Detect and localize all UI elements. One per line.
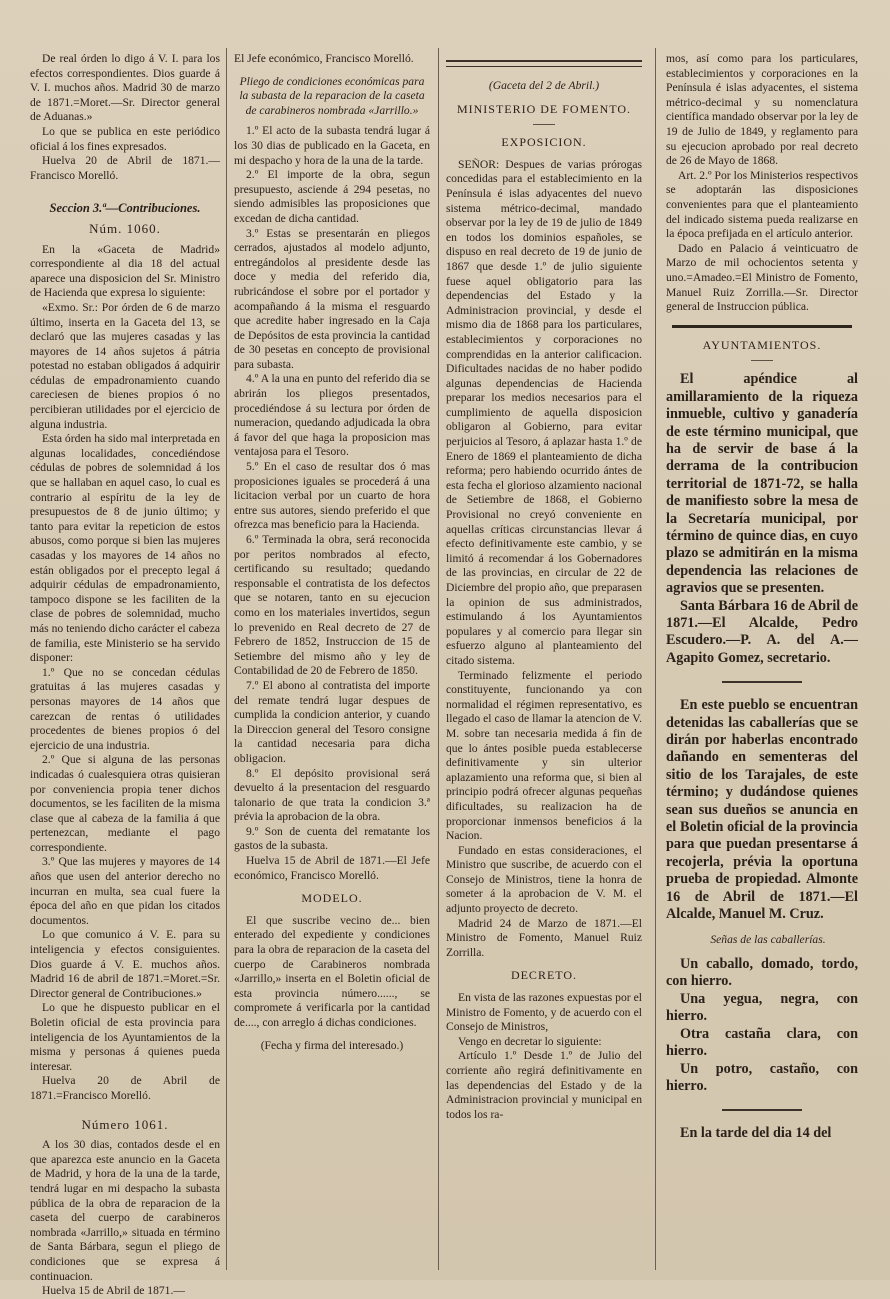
paragraph: 2.º Que si alguna de las personas indicadas ó cualesquiera otras quisieran por conveniencia propia tener dichos documentos, se les faciliten de la misma clase que al cabeza de la familia á que pertenezcan, mediante el pago correspondiente.: [30, 753, 220, 854]
section-rule: [672, 325, 852, 328]
column-divider: [655, 48, 656, 1270]
section-rule: [446, 60, 642, 67]
column-divider: [226, 48, 227, 1270]
column-2: [234, 52, 430, 1270]
condition: 6.º Terminada la obra, será reconocida por peritos nombrados al efecto, certificando su resultado; quedando responsable el contratista de los defectos que se notaren, tanto en su ejecucion como en los materiales invertidos, segun lo prevenido en Real decreto de 27 de Febrero de 1852, Instruccion de 15 de Setiembre del mismo año y ley de Contabilidad de 20 de Febrero de 1850.: [234, 533, 430, 678]
condition: 7.º El abono al contratista del importe del remate tendrá lugar despues de cumplida la condicion anterior, y cuando la Direccion general del Tesoro consigne la cantidad necesaria para dicha obligacion.: [234, 678, 430, 765]
divider-rule: [722, 1109, 802, 1111]
condition: 4.º A la una en punto del referido dia se abrirán los pliegos presentados, procediéndose á su lectura por órden de numeracion, quedando adjudicada la obra á favor del que haga la proposicion mas ventajosa para el Tesoro.: [234, 372, 430, 459]
number-heading: Número 1061.: [81, 1116, 169, 1132]
paragraph: «Exmo. Sr.: Por órden de 6 de marzo último, inserta en la Gaceta del 13, se declaró que las mujeres casadas y las mayores de 14 años sujetos á pátria potestad no estaban obligados á adquirir cédulas de empadronamiento cuando careciesen de bienes propios ó no percibieran utilidades por el ejercicio de alguna industria.: [30, 300, 220, 431]
modelo-heading: MODELO.: [301, 891, 363, 906]
short-rule: [533, 124, 555, 125]
paragraph: Dado en Palacio á veinticuatro de Marzo de mil ochocientos setenta y uno.=Amadeo.=El Ministro de Fomento, Manuel Ruiz Zorrilla.—Sr. Director general de Instruccion pública.: [666, 241, 858, 314]
column-1: [30, 52, 220, 1298]
paragraph: mos, así como para los particulares, establecimientos y corporaciones en la Península é islas adyacentes, el sistema métrico-decimal y su nomenclatura científica mandado observar por la ley de 19 de Julio de 1849, y reglamento para su ejecucion aprobado por real decreto de 26 de Mayo de 1868.: [666, 52, 858, 168]
list-item: Otra castaña clara, con hierro.: [666, 1025, 858, 1060]
condition: 5.º En el caso de resultar dos ó mas proposiciones iguales se procederá á una licitacion verbal por un cuarto de hora entre sus autores, siendo preferido el que ofrezca mas beneficio para la Hacienda.: [234, 460, 430, 532]
number-heading: Núm. 1060.: [89, 220, 161, 236]
paragraph: Terminado felizmente el periodo constituyente, funcionando ya con normalidad el régimen representativo, es llegado el caso de llamar la atencion de V. M. sobre tan necesaria medida á fin de que lo ántes posible pueda establecerse definitivamente y sin ulterior aplazamiento una reforma que, si bien al principio podrá ofrecer algunas pequeñas dificultades, su realizacion ha de proporcionar inmensos beneficios á la Nacion.: [446, 668, 642, 843]
list-item: Un caballo, domado, tordo, con hierro.: [666, 956, 858, 990]
signature: Huelva 20 de Abril de 1871.—Francisco Morelló.: [30, 154, 220, 182]
source-note: (Gaceta del 2 de Abril.): [488, 79, 600, 92]
paragraph: En este pueblo se encuentran detenidas las caballerías que se dirán por haberlas encontrado dañando en sementeras del sitio de los Tarajales, de este término; y dudándose quienes sean sus dueños se anuncia en el Boletin oficial de la provincia para que puedan presentarse á recojerla, prévia la oportuna prueba de propiedad. Almonte 16 de Abril de 1871.—El Alcalde, Manuel M. Cruz.: [666, 697, 858, 923]
paragraph: 1.º Que no se concedan cédulas gratuitas á las mujeres casadas y personas mayores de 14 años que carezcan de rentas ó utilidades procedentes de bienes propios ó del ejercicio de una industria.: [30, 665, 220, 752]
condition: 2.º El importe de la obra, segun presupuesto, asciende á 294 pesetas, no siendo admisibles las proposiciones que excedan de dicha cantidad.: [234, 168, 430, 225]
paragraph: Art. 2.º Por los Ministerios respectivos se adoptarán las disposiciones convenientes para que el planteamiento del indicado sistema pueda realizarse en la época prefijada en el artículo anterior.: [666, 168, 858, 241]
paragraph: El apéndice al amillaramiento de la riqueza inmueble, cultivo y ganadería de este término municipal, que ha de servir de base á la derrama de la contribucion territorial de 1871-72, se halla de manifiesto sobre la mesa de la Secretaría municipal, por término de quince dias, en cuyo plazo se admitirán en la misma dependencia las relaciones de agravios que se presenten.: [666, 371, 858, 597]
paragraph: Lo que se publica en este periódico oficial á los fines expresados.: [30, 124, 220, 153]
paragraph: Artículo 1.º Desde 1.º de Julio del corriente año regirá definitivamente en las dependencias del Estado y de la Administracion provincial y municipal en todos los ra-: [446, 1049, 642, 1121]
paragraph: Lo que he dispuesto publicar en el Boletin oficial de esta provincia para inteligencia de los Ayuntamientos de la misma y personas á quienes pueda interesar.: [30, 1001, 220, 1073]
paragraph: El que suscribe vecino de... bien enterado del expediente y condiciones para la obra de reparacion de la caseta del cuerpo de Carabineros nombrada «Jarrillo,» inserta en el Boletin oficial de esta provincia número......, se compromete á verificarla por la cantidad de...., con arreglo á dichas condiciones.: [234, 913, 430, 1029]
divider-rule: [722, 681, 802, 683]
condition: 3.º Estas se presentarán en pliegos cerrados, ajustados al modelo adjunto, entregándolos al presidente desde las doce y media del referido dia, rubricándose el sobre por el portador y acompañando á la misma el resguardo que acredite haber ingresado en la Caja de Depósitos de esta provincia la cantidad de 30 pesetas en concepto de provisional para subasta.: [234, 226, 430, 371]
exposicion-heading: EXPOSICION.: [501, 135, 587, 150]
decreto-heading: DECRETO.: [510, 968, 578, 983]
ministry-heading: MINISTERIO DE FOMENTO.: [456, 101, 632, 116]
paragraph: En vista de las razones expuestas por el Ministro de Fomento, y de acuerdo con el Consejo de Ministros,: [446, 991, 642, 1034]
ayuntamientos-heading: AYUNTAMIENTOS.: [702, 337, 822, 352]
column-divider: [438, 48, 439, 1270]
signature: Huelva 20 de Abril de 1871.=Francisco Morelló.: [30, 1074, 220, 1102]
signature: Madrid 24 de Marzo de 1871.—El Ministro de Fomento, Manuel Ruiz Zorrilla.: [446, 916, 642, 959]
short-rule: [751, 360, 773, 361]
signature: Santa Bárbara 16 de Abril de 1871.—El Alcalde, Pedro Escudero.—P. A. del A.—Agapito Gomez, secretario.: [666, 597, 858, 666]
signature: El Jefe económico, Francisco Morelló.: [234, 52, 414, 65]
signature: Huelva 15 de Abril de 1871.—El Jefe económico, Francisco Morelló.: [234, 854, 430, 882]
paragraph: 3.º Que las mujeres y mayores de 14 años que usen del anterior derecho no incurran en multa, sea cual fuere la época del año en que pidan los citados documentos.: [30, 855, 220, 927]
paragraph: Fundado en estas consideraciones, el Ministro que suscribe, de acuerdo con el Consejo de Ministros, tiene la honra de someter á la aprobacion de V. M. el adjunto proyecto de decreto.: [446, 843, 642, 916]
column-4: [666, 52, 858, 1270]
signature: Huelva 15 de Abril de 1871.—: [42, 1284, 185, 1298]
article-title: Pliego de condiciones económicas para la subasta de la reparacion de la caseta de carabineros nombrada «Jarrillo.»: [239, 74, 425, 117]
paragraph: A los 30 dias, contados desde el en que aparezca este anuncio en la Gaceta de Madrid, y hora de la una de la tarde, tendrá lugar en mi despacho la subasta pública de la obra de reparacion de la caseta del cuerpo de carabineros nombrada «Jarrillo,» situada en término de Santa Bárbara, segun el pliego de condiciones que se expresa á continuacion.: [30, 1138, 220, 1283]
condition: 1.º El acto de la subasta tendrá lugar á los 30 dias de publicado en la Gaceta, en mi despacho y hora de la una de la tarde.: [234, 124, 430, 167]
paragraph: En la «Gaceta de Madrid» correspondiente al dia 18 del actual aparece una disposicion del Sr. Ministro de Hacienda que expresa lo siguiente:: [30, 242, 220, 300]
paragraph: De real órden lo digo á V. I. para los efectos correspondientes. Dios guarde á V. I. muchos años. Madrid 30 de marzo de 1871.=Moret.—Sr. Director general de Aduanas.»: [30, 52, 220, 124]
subheading: Señas de las caballerías.: [710, 933, 826, 947]
signature-note: (Fecha y firma del interesado.): [260, 1038, 404, 1052]
notice-block: [666, 371, 858, 923]
section-heading: Seccion 3.ª—Contribuciones.: [49, 201, 201, 216]
notice-block: [666, 956, 858, 1143]
column-3: [446, 52, 642, 1270]
paragraph: Esta órden ha sido mal interpretada en algunas localidades, concediéndose cédulas de pobres de solemnidad á los que se hallaban en aquel caso, lo cual es contrario al espíritu de la ley de presupuestos de 8 de junio último; y tanto para evitar la repeticion de estos abusos, como porque si bien las mujeres casadas y los mayores de 14 años no están obligados por el precepto legal á adquirir cédulas de empadronamiento, tampoco dispone se les faciliten de la clase de pobres de solemnidad, mucho más no teniendo dicho carácter el cabeza de familia, este Ministerio se ha servido disponer:: [30, 432, 220, 665]
condition: 9.º Son de cuenta del rematante los gastos de la subasta.: [234, 824, 430, 853]
list-item: Un potro, castaño, con hierro.: [666, 1060, 858, 1094]
paragraph: En la tarde del dia 14 del: [680, 1125, 832, 1142]
condition: 8.º El depósito provisional será devuelto á la presentacion del resguardo talonario de que trata la condicion 3.ª prévia la aprobacion de la obra.: [234, 766, 430, 824]
paragraph: Lo que comunico á V. E. para su inteligencia y efectos consiguientes. Dios guarde á V. E. muchos años. Madrid 16 de abril de 1871.=Moret.=Sr. Director general de Contribuciones.»: [30, 928, 220, 1000]
paragraph: Vengo en decretar lo siguiente:: [458, 1034, 602, 1048]
paragraph: SEÑOR: Despues de varias prórogas concedidas para el establecimiento en la Península é islas adyacentes del nuevo sistema métrico-decimal, mandado observar por la ley de 19 de julio de 1849 en todos los dominios españoles, se dispuso en real decreto de 19 de junio de 1867 que desde 1.º de julio siguiente fuese aquel obligatorio para las dependencias del Estado y la Administracion provincial, y desde el mismo dia de 1868 para los particulares, establecimientos y corporaciones no comprendidas en la anterior calificacion. Dificultades nacidas de no haber podido algunas dependencias de Hacienda preparar los medios necesarios para el cumplimiento de aquella disposicion obligaron al Gobierno, para evitar perjuicios al Tesoro, á aplazar hasta 1.º de Enero de 1869 el planteamiento de dicha reforma; pero habiendo ocurrido ántes de esta fecha el glorioso alzamiento nacional de Setiembre de 1868, el Gobierno Provisional no creyó conveniente en aquellas críticas circunstancias llevar á efecto definitivamente este cambio, y se limitó á recomendar á los Gobernadores de las provincias, en circular de 22 de Diciembre del propio año, que preparasen la opinion de sus administrados, estimulando á los Ayuntamientos populares y al comercio para llegar sin esfuerzo alguno al planteamiento del citado sistema.: [446, 157, 642, 667]
list-item: Una yegua, negra, con hierro.: [666, 990, 858, 1025]
